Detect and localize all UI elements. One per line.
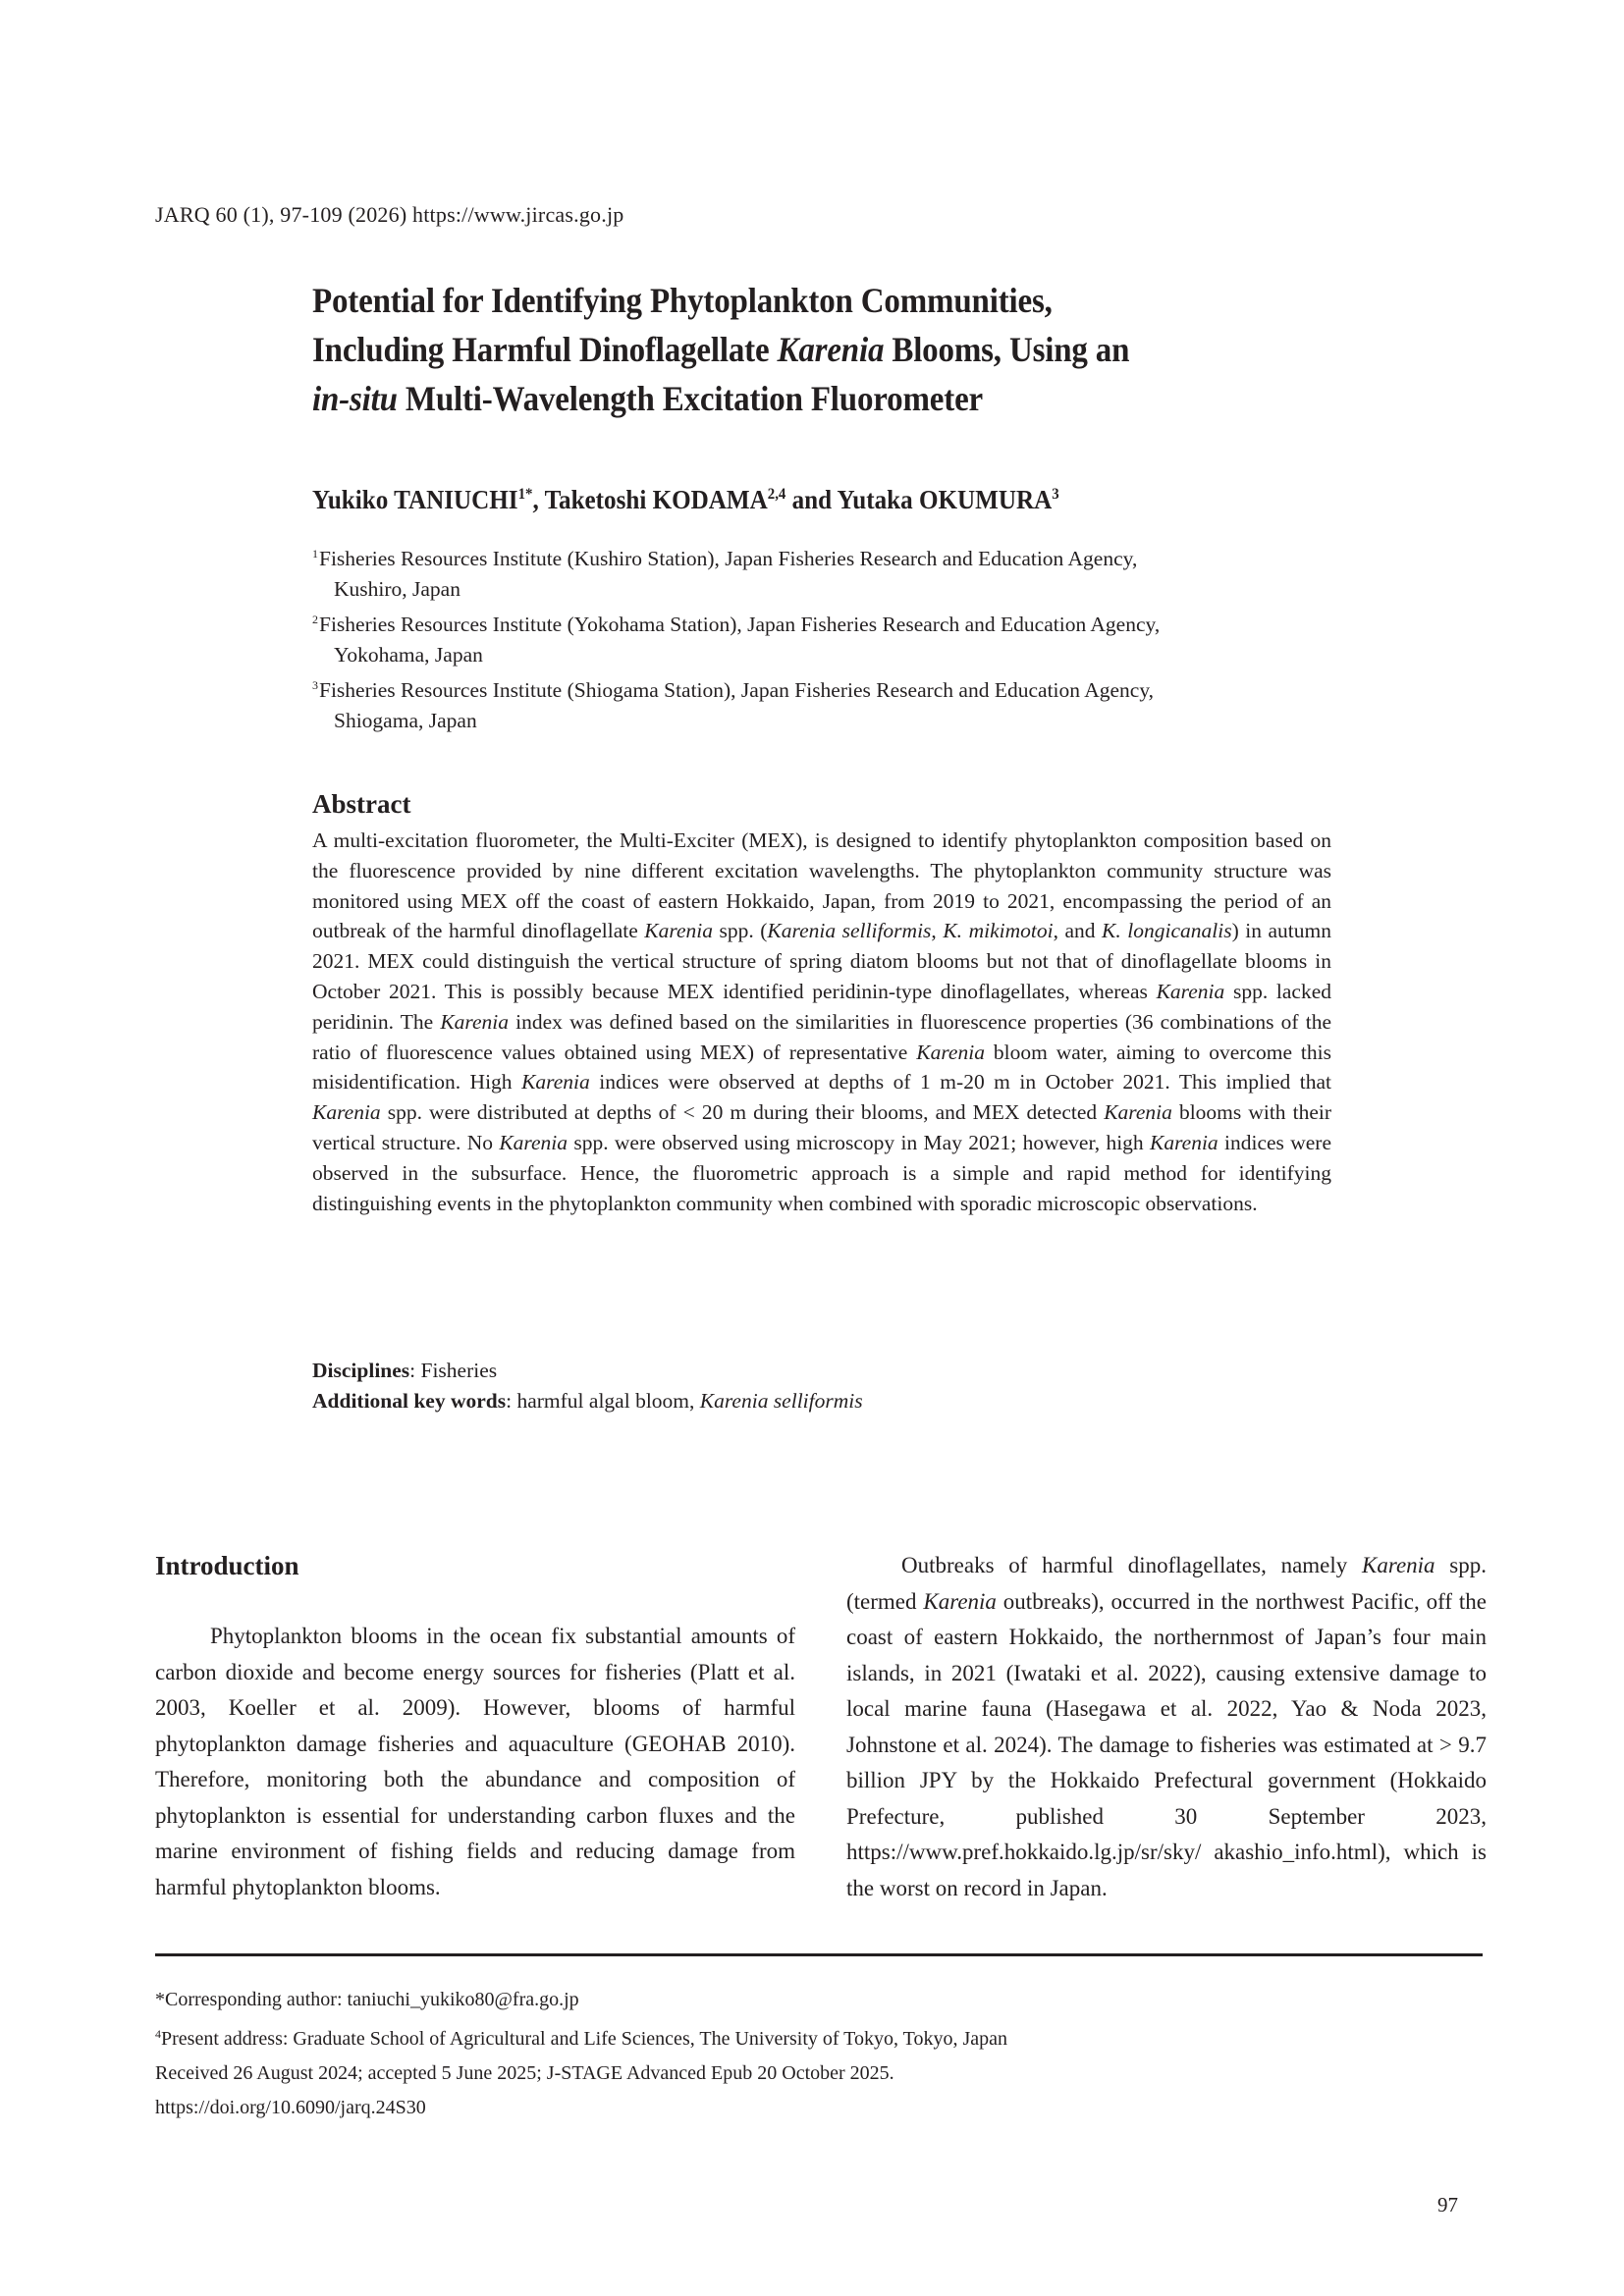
affil-num: 3: [312, 678, 318, 692]
text-run: indices were observed in the subsurface. Hence, the fluorometric approach is a simple and rapid method for identifying distinguishing events in the phytoplankton community when combined with sporadic microscopic observations.: [312, 1130, 1332, 1215]
italic-term: Karenia: [644, 919, 713, 943]
title-text: Multi-Wavelength Excitation Fluorometer: [397, 379, 984, 418]
author-affil-sup: 2,4: [767, 486, 786, 503]
affil-text: Fisheries Resources Institute (Yokohama Station), Japan Fisheries Research and Education Agency,: [319, 613, 1161, 636]
keywords-label: Additional key words: [312, 1389, 507, 1413]
present-address-text: Present address: Graduate School of Agricultural and Life Sciences, The University of Tokyo, Tokyo, Japan: [161, 2028, 1008, 2050]
paper-title: [312, 276, 1280, 423]
title-text: Including Harmful Dinoflagellate: [312, 330, 778, 369]
author-affil-sup: 3: [1052, 486, 1059, 503]
title-line-2: [312, 325, 1280, 374]
affil-num: 2: [312, 613, 318, 626]
italic-term: Karenia: [916, 1040, 985, 1064]
author-affil-sup: 1*: [517, 486, 533, 503]
journal-citation: JARQ 60 (1), 97-109 (2026) https://www.jircas.go.jp: [155, 202, 624, 227]
received-dates: Received 26 August 2024; accepted 5 June 2025; J-STAGE Advanced Epub 20 October 2025.: [155, 2062, 894, 2084]
italic-term: Karenia: [1362, 1553, 1435, 1577]
affiliation: [312, 539, 1333, 605]
italic-term: Karenia: [923, 1588, 997, 1614]
intro-paragraph: [846, 1548, 1487, 1906]
text-run: blooms with their vertical structure. No: [312, 1100, 1332, 1154]
disciplines-value: : Fisheries: [409, 1359, 498, 1382]
keywords-line: [312, 1386, 863, 1416]
affil-city: Yokohama, Japan: [334, 643, 483, 667]
text-run: , and: [1053, 919, 1103, 943]
keywords-value: : harmful algal bloom,: [506, 1389, 700, 1413]
author-name: Yukiko TANIUCHI: [312, 485, 518, 514]
keywords-italic: Karenia selliformis: [699, 1389, 863, 1413]
abstract-heading: Abstract: [312, 789, 411, 819]
affil-num: 1: [312, 547, 318, 561]
text-run: index was defined based on the similarities in fluorescence properties (36 combinations of the ratio of fluorescence values obtained using MEX) of representative: [312, 1009, 1331, 1064]
affil-text: Fisheries Resources Institute (Shiogama Station), Japan Fisheries Research and Education Agency,: [319, 678, 1155, 702]
affiliations: [312, 539, 1333, 736]
text-run: spp. (termed: [846, 1553, 1487, 1614]
author-name: Yutaka OKUMURA: [837, 485, 1053, 514]
affil-city: Shiogama, Japan: [334, 709, 477, 732]
text-run: spp. were observed using microscopy in May 2021; however, high: [568, 1130, 1150, 1154]
present-address: [155, 2017, 1471, 2056]
text-run: A multi-excitation fluorometer, the Multi-Exciter (MEX), is designed to identify phytoplankton composition based on the fluorescence provided by nine different excitation wavelengths. The phytoplankton community structure was monitored using MEX off the coast of eastern Hokkaido, Japan, from 2019 to 2021, encompassing the period of an outbreak of the harmful dinoflagellate: [312, 828, 1331, 943]
italic-term: Karenia: [312, 1100, 381, 1125]
text-run: ) in autumn 2021. MEX could distinguish the vertical structure of spring diatom blooms but not that of dinoflagellate blooms in October 2021. This is possibly because MEX identified peridinin-type dinoflagellates, whereas: [312, 919, 1331, 1003]
footnote-sup: 4: [155, 2027, 161, 2041]
page-number: 97: [1437, 2193, 1458, 2216]
intro-left-column: [155, 1619, 795, 1905]
author-name: Taketoshi KODAMA: [544, 485, 768, 514]
intro-paragraph: Phytoplankton blooms in the ocean fix substantial amounts of carbon dioxide and become energy sources for fisheries (Platt et al. 2003, Koeller et al. 2009). However, blooms of harmful phytoplankton damage fisheries and aquaculture (GEOHAB 2010). Therefore, monitoring both the abundance and composition of phytoplankton is essential for understanding carbon fluxes and the marine environment of fishing fields and reducing damage from harmful phytoplankton blooms.: [155, 1624, 795, 1899]
footnotes: [155, 1983, 1471, 2125]
text-run: spp. lacked peridinin. The: [312, 979, 1331, 1034]
affil-text: Fisheries Resources Institute (Kushiro Station), Japan Fisheries Research and Education Agency,: [319, 547, 1138, 570]
keywords-block: [312, 1356, 863, 1416]
disciplines-label: Disciplines: [312, 1359, 410, 1382]
affiliation: [312, 605, 1333, 670]
text-run: Outbreaks of harmful dinoflagellates, namely: [901, 1553, 1363, 1577]
text-run: indices were observed at depths of 1 m-20 m in October 2021. This implied that: [589, 1070, 1331, 1095]
title-line-1: Potential for Identifying Phytoplankton Communities,: [312, 281, 1053, 320]
italic-term: Karenia: [440, 1009, 510, 1034]
italic-term: K. longicanalis: [1102, 919, 1232, 943]
intro-right-column: [846, 1548, 1487, 1906]
title-text: Blooms, Using an: [884, 330, 1130, 369]
title-italic: in-situ: [312, 379, 398, 418]
italic-term: Karenia: [499, 1130, 568, 1154]
italic-term: Karenia: [1156, 979, 1225, 1003]
corresponding-author: *Corresponding author: taniuchi_yukiko80@fra.go.jp: [155, 1989, 579, 2010]
text-run: outbreaks), occurred in the northwest Pacific, off the coast of eastern Hokkaido, the northernmost of Japan’s four main islands, in 2021 (Iwataki et al. 2022), causing extensive damage to local marine fauna (Hasegawa et al. 2022, Yao & Noda 2023, Johnstone et al. 2024). The damage to fisheries was estimated at > 9.7 billion JPY by the Hokkaido Prefectural government (Hokkaido Prefecture, published 30 September 2023, https://www.pref.hokkaido.lg.jp/sr/sky/ akashio_info.html), which is the worst on record in Japan.: [846, 1588, 1487, 1900]
italic-term: Karenia selliformis: [767, 919, 932, 943]
title-italic: Karenia: [777, 330, 885, 369]
affil-city: Kushiro, Japan: [334, 577, 460, 601]
italic-term: Karenia: [1104, 1100, 1172, 1125]
doi-link[interactable]: https://doi.org/10.6090/jarq.24S30: [155, 2097, 426, 2118]
text-run: spp. were distributed at depths of < 20 m during their blooms, and MEX detected: [380, 1100, 1105, 1125]
affiliation: [312, 670, 1333, 736]
italic-term: Karenia: [521, 1070, 590, 1095]
title-line-3: [312, 374, 1280, 423]
footnote-divider: [155, 1953, 1483, 1956]
introduction-heading: Introduction: [155, 1551, 299, 1580]
text-run: spp. (: [712, 919, 768, 943]
author-sep: and: [785, 485, 838, 514]
author-sep: ,: [532, 485, 545, 514]
italic-term: Karenia: [1150, 1130, 1218, 1154]
author-list: [312, 485, 1059, 515]
abstract-body: [312, 826, 1331, 1218]
text-run: bloom water, aiming to overcome this misidentification. High: [312, 1040, 1331, 1095]
text-run: ,: [931, 919, 944, 943]
disciplines-line: [312, 1356, 863, 1386]
italic-term: K. mikimotoi: [943, 919, 1054, 943]
